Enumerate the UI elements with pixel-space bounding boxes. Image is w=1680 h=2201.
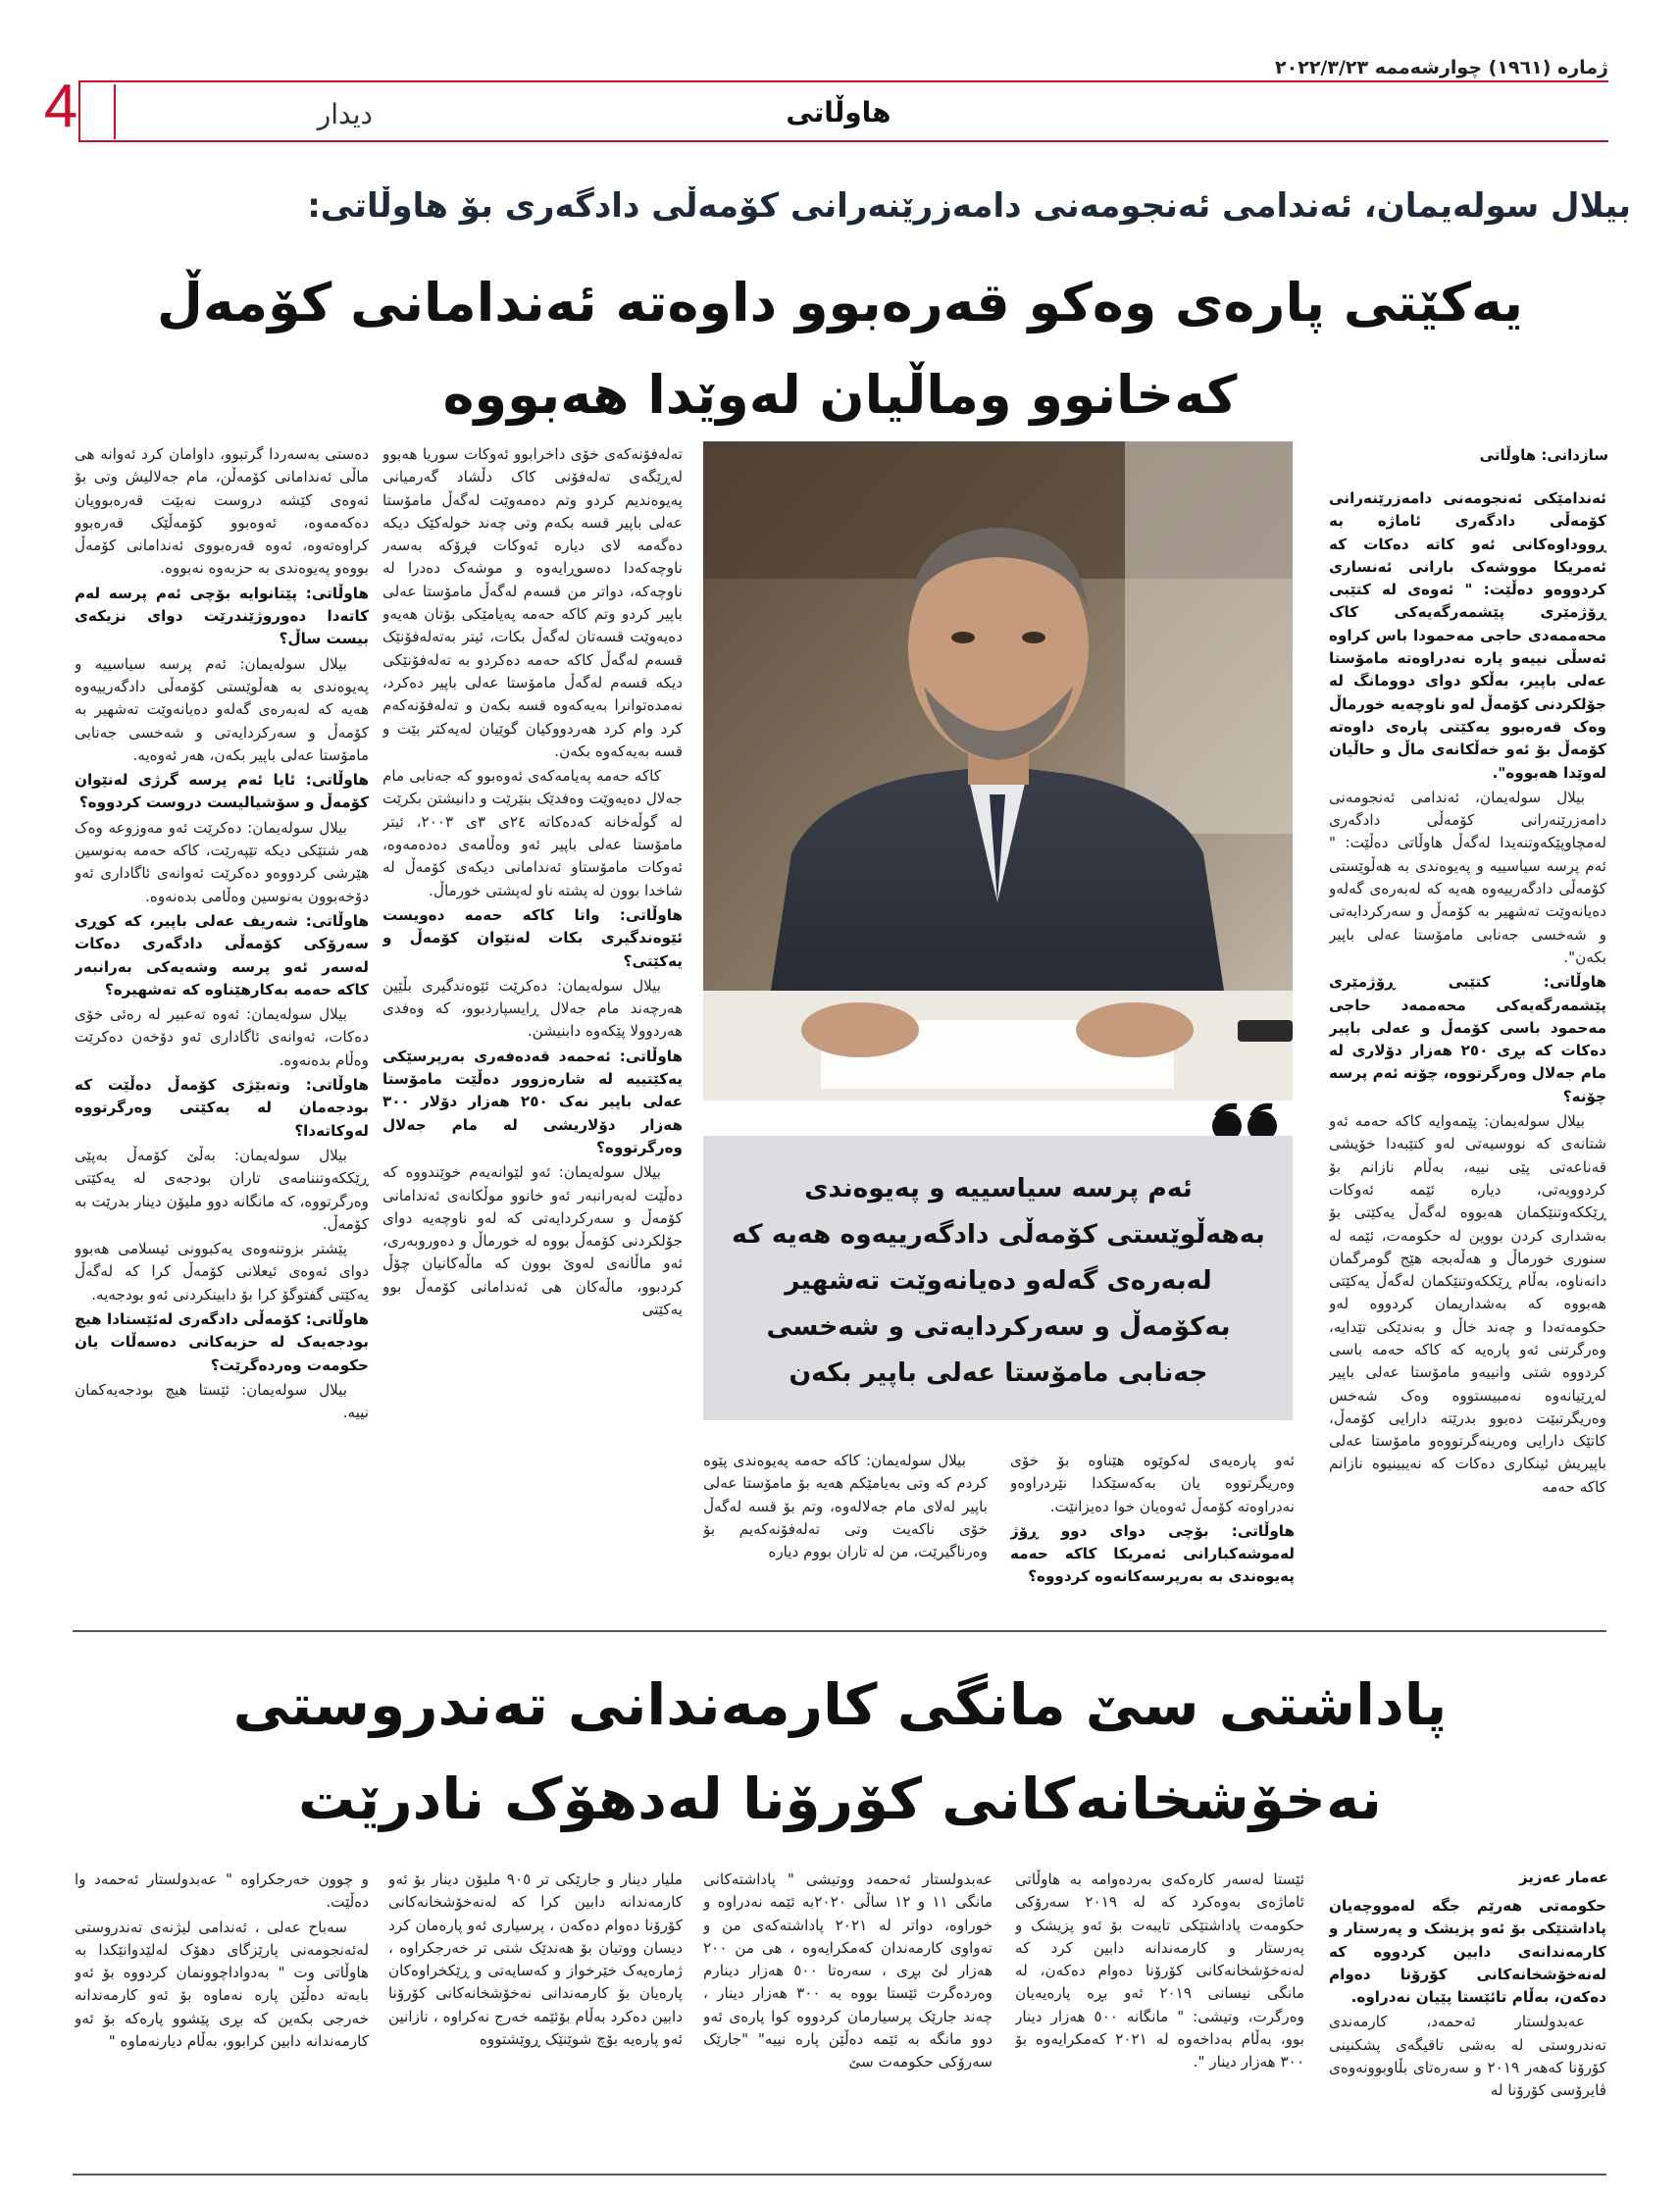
page-number: 4 <box>43 73 78 140</box>
answer: بیلال سولەیمان: کاکە حەمە پەیوەندی پێوە کردم کە وتی بەیامێکم هەیە بۆ مامۆستا عەلی باپیر لەلای مام جەلالەوە، وتم بۆ قسە لەگەڵ خۆی ناکەیت وتی تەلەفۆنەکەیم بۆ وەرناگیرێت، من لە تاران بووم دیارە <box>703 1452 988 1561</box>
page-number-separator <box>114 84 116 139</box>
article2-column-4 <box>388 1868 683 2168</box>
header-bottom-line <box>78 140 1608 142</box>
paragraph: پێشتر بزوتنەوەی یەکبوونی ئیسلامی هەبوو دوای ئەوەی ئیعلانی کۆمەڵ کرا کە لەگەڵ یەکێتی گفتوگۆ کرا بۆ دابینکردنی ئەو بودجەیە. <box>75 1240 369 1304</box>
paragraph: کاکە حەمە پەیامەکەی ئەوەبوو کە جەنابی مام جەلال دەیەوێت وەفدێک بنێرێت و دانیشتن بکرێت لە گوڵەخانە کەدەکاتە ٢٤ی ٣ی ٢٠٠٣، ئیتر مامۆستا عەلی باپیر ئەو وەڵامەی دەدەمەوە، ئەوکات مامۆستاو ئەندامانی دیکەی کۆمەڵ لە شاخدا بوون لە پشتە ناو لەپشتی خورماڵ. <box>382 767 683 899</box>
lead-paragraph: ئەندامێکی ئەنجومەنی دامەزرێنەرانی کۆمەڵی دادگەری ئاماژە بە ڕووداوەکانی ئەو کاتە دەکات کە ئەمریکا مووشەک بارانی ئەنسارى کردووەو دەڵێت: " ئەوەی لە کتێبی ڕۆژمێری پێشمەرگەیەکی کاک محەممەدی حاجی مەحمودا باس کراوە ئەسڵی نییەو پارە نەدراوەتە مامۆستا عەلی باپیر، بەڵکو دوای دووماﻧﮓ لە جۆلکردنی کۆمەڵ لەو ناوچەیە خورماڵ وەک قەرەبوو یەکێتی پارەی داوەتە کۆمەڵ بۆ ئەو خەڵکانەی ماڵ و حاڵیان لەوێدا هەبووە". <box>1329 489 1606 782</box>
question: هاوڵاتی: شەریف عەلی باپیر، کە کوڕی سەرۆکی کۆمەڵی دادگەری دەکات لەسەر ئەو پرسە وشەیەکی بەرانبەر کاکە حەمە بەکارهێناوە کە تەشهیرە؟ <box>75 911 369 998</box>
question: هاوڵاتی: بۆچی دوای دوو ڕۆژ لەموشەکبارانی ئەمریکا کاکە حەمە پەیوەندی بە بەرپرسەکانەوە کردووە؟ <box>1010 1521 1295 1586</box>
paragraph: ملیار دینار و جارێکی تر ٩٠٥ ملیۆن دینار بۆ ئەو کارمەندانە دابین کرا کە لەنەخۆشخانەکانی کۆرۆنا دەوام دەکەن ، پرسیاری ئەو پارەمان کرد دیسان ووتیان بۆ هەندێک شتی تر خەرجکراوە ، ژمارەیەک خێرخواز و کەسایەتی و ڕێکخراوەکان پارەیان بۆ کارمەندانی نەخۆشخانەکانی کۆرۆنا دابین دەکرد بەڵام بۆئێمە خەرج نەکراوە ، نازانین ئەو پارەیە بۆچ شوێنێک ڕوێشتووە <box>388 1870 683 2049</box>
article-column-3b <box>703 1450 988 1621</box>
pull-quote-text: ئەم پرسە سیاسییە و پەیوەندی بەهەڵوێستی کۆمەڵی دادگەرییەوە هەیە کە لەبەرەی گەلەو دەیانەوێت تەشهیر بەکۆمەڵ و سەرکردایەتی و شەخسی جەنابی مامۆستا عەلی باپیر بکەن <box>732 1173 1265 1388</box>
issue-info: ژمارە (١٩٦١) چوارشەممە ٢٠٢٢/٣/٢٣ <box>1275 57 1608 78</box>
question: هاوڵاتی: کۆمەڵی دادگەری لەئێستادا هیچ بودجەیەک لە حزبەکانی دەسەڵات یان حکومەت وەردەگرێت؟ <box>75 1309 369 1374</box>
answer: بیلال سولەیمان: ئەو لێوانەیەم خوێندووە کە دەڵێت لەبەرانبەر ئەو خانوو موڵکانەی ئەندامانی کۆمەڵ و سەرکردایەتی کە لەو ناوچەیە دوای جۆلکردنی کۆمەڵ بووە لە خورماڵ و دەوروبەری، ئەو ماڵانەی لەوێ بوون کە ماڵەکانیان چۆڵ کردبوو، ماڵەکان هی ئەندامانی کۆمەڵ بوو یەکێتی <box>382 1163 683 1318</box>
article-kicker: بیلال سولەیمان، ئەندامی ئەنجومەنی دامەزرێنەرانی کۆمەڵی دادگەری بۆ هاوڵاتی: <box>307 186 1631 226</box>
question: هاوڵاتی: ئایا ئەم پرسە گرژی لەنێوان کۆمەڵ و سۆشیالیست دروست کردووە؟ <box>75 771 369 812</box>
answer: بیلال سولەیمان: دەکرێت ئێوەندگیری بڵێین هەرچەند مام جەلال ڕایسپاردبوو، کە وەفدی هەردوولا پێکەوە دابنیشن. <box>382 976 683 1041</box>
article-byline: سازدانی: هاوڵاتی <box>1479 446 1608 464</box>
paragraph: بیلال سولەیمان، ئەندامی ئەنجومەنی دامەزرێنەرانی کۆمەڵی دادگەری لەمچاوپێکەوتنەیدا لەگەڵ هاوڵاتی دەڵێت: " ئەم پرسە سیاسییە و پەیوەندی بە هەڵوێستی کۆمەڵی دادگەرییەوە هەیە کە لەبەرەی گەلەو دەیانەوێت تەشهیر بە کۆمەڵ و سەرکردایەتی و شەخسی جەنابی مامۆستا عەلی باپیر بکەن". <box>1329 788 1606 966</box>
section-label: دیدار <box>317 98 373 130</box>
question: هاوڵاتی: ئەحمەد قەدەفەری بەرپرسێکی یەکێتییە لە شارەزوور دەڵێت مامۆستا عەلی باپیر نەک ٢٥٠ هەزار دۆلار ٣٠٠ هەزار دۆلاریشی لە مام جەلال وەرگرتووە؟ <box>382 1047 683 1156</box>
article-column-5 <box>75 443 369 1618</box>
article2-column-2 <box>1015 1868 1304 2168</box>
answer: بیلال سولەیمان: ئێستا هیچ بودجەیەکمان نییە. <box>75 1380 369 1422</box>
header-top-line <box>78 80 1608 82</box>
portrait-illustration <box>703 441 1293 1100</box>
lead-paragraph: حکومەتی هەرێم جگە لەمووچەیان پاداشتێکی بۆ ئەو پزیشک و پەرستار و کارمەندانەی دابین کردووە کە لەنەخۆشخانەکانی کۆرۆنا دەوام دەکەن، بەڵام تائێستا پێیان نەدراوە. <box>1329 1897 1606 2007</box>
newspaper-logo: هاوڵاتی <box>786 96 891 128</box>
article2-byline: عەمار عەزیز <box>1518 1868 1608 1886</box>
question: هاوڵاتی: وتەبێژی کۆمەڵ دەڵێت کە بودجەمان لە یەکێتی وەرگرتووە لەوکاتەدا؟ <box>75 1076 369 1140</box>
article-column-2b <box>1010 1450 1295 1621</box>
answer: بیلال سولەیمان: ئەم پرسە سیاسییە و پەیوەندی بە هەڵوێستی کۆمەڵی دادگەرییەوە هەیە کە لەبەرەی گەلەو دەیانەوێت تەشهیر بە کۆمەڵ و سەرکردایەتی و شەخسی جەنابی مامۆستا عەلی باپیر بکەن، هەر ئەوەیە. <box>75 654 369 764</box>
answer: بیلال سولەیمان: دەکرێت ئەو مەوزوعە وەک هەر شتێکی دیکە تێپەرێت، کاکە حەمە بەنوسین هێرشی کردووەو دەکرێت ئەوانەی ئاگاداری ئەو دۆخەبوون بەنوسین وەڵامی بدەنەوە. <box>75 818 369 905</box>
paragraph: ئەو پارەیەی لەکوێوە هێناوە بۆ خۆی وەریگرتووە یان بەکەسێکدا نێردراوەو نەدراوەتە کۆمەڵ ئەوەیان خوا دەیزانێت. <box>1010 1452 1295 1515</box>
article2-headline: پاداشتی سێ مانگی کارمەندانی تەندروستی نەخۆشخانەکانی کۆرۆنا لەدهۆک نادرێت <box>232 1671 1448 1832</box>
article-headline: یەکێتی پارەی وەکو قەرەبوو داوەتە ئەندامانی کۆمەڵ کەخانوو وماڵیان لەوێدا هەبووە <box>156 272 1524 426</box>
question: هاوڵاتی: پێتانوایە بۆچی ئەم پرسە لەم کاتەدا دەوروژێندرێت دوای نزیکەی بیست ساڵ؟ <box>75 584 369 648</box>
answer: بیلال سولەیمان: پێمەوایە کاکە حەمە ئەو شتانەی کە نووسیەتی لەو کتێبەدا خۆیشی قەناعەتی پێی نییە، بەڵام نازانم بۆ کردوویەتی، دیارە ئێمە ئەوکات ڕێککەوتنێکمان هەبووە لەگەڵ یەکێتی بۆ بەشداری کردن بووین لە حکومەت، ئێمە لە سنوری خورماڵ و هەڵەبجە هێج گومرگمان دانەناوە، بەڵام ڕێککەوتنێکمان لەگەڵ یەکێتی هەبووە کە بەشداریمان کردووە لەو حکومەتەدا و چەند خاڵ و بەندێکی تێدایە، وەرگرتنی ئەو پارەیە کە کاکە حەمە باسی کردووە شتی وانییەو مامۆستا عەلی باپیر لەڕێیانەوە نەمبیستووە وەک شەخس وەریگرتبێت دەبوو بدرێتە دارایی کۆمەڵ، کاتێک دارایی وەرینەگرتووەو مامۆستا عەلی باپیریش ئینکاری دەکات کە نەیبینیوە نازانم کاکە حەمە <box>1329 1112 1606 1496</box>
paragraph: دەستی بەسەردا گرتبوو، داوامان کرد ئەوانە هی ماڵی ئەندامانی کۆمەڵن، مام جەلالیش وتی بۆ ئەوەی کێشە دروست نەبێت قەرەبوویان دەکەمەوە، ئەوەبوو کۆمەڵێک قەرەبوو کراوەتەوە، ئەوە قەرەبووی ئەندامانی کۆمەڵ بووەو پەیوەندی بە حزبەوە نەبووە. <box>75 445 369 578</box>
article2-column-1 <box>1329 1895 1606 2170</box>
article-divider <box>73 1630 1606 1632</box>
question: هاوڵاتی: کتێبی ڕۆژمێری پێشمەرگەیەکی محەممەد حاجی مەحمود باسی کۆمەڵ و عەلی باپیر دەکات کە بڕی ٢٥٠ هەزار دۆلاری لە مام جەلال وەرگرتووە، چۆنە ئەم پرسە چۆنە؟ <box>1329 973 1606 1105</box>
paragraph: سەباح عەلی ، ئەندامی لیژنەی تەندروستی لەئەنجومەنی پارێزگای دهۆک لەلێدوانێکدا بە هاوڵاتی وت " بەدواداچوونمان کردووە بۆ ئەو بابەتە دەڵێن پارە نەماوە بۆ ئەو کارمەندانە خەرجی بکەین کە بڕی پێشوو پارەکە بۆ ئەو کارمەندانە دابین کرابوو، بەڵام دیارنەماوە " <box>75 1918 369 2051</box>
answer: بیلال سولەیمان: ئەوە تەعبیر لە رەئی خۆی دەکات، ئەوانەی ئاگاداری ئەو دۆخەن دەکرێت وەڵام بدەنەوە. <box>75 1005 369 1069</box>
page-bottom-rule <box>73 2174 1606 2175</box>
paragraph: و چوون خەرجکراوە " عەبدولستار ئەحمەد وا دەڵێت. <box>75 1870 369 1912</box>
paragraph: عەبدولستار ئەحمەد، کارمەندی تەندروستی لە بەشی تاقیگەی پشکنینی کۆرۆنا کەهەر ٢٠١٩ و سەرەتای بڵاوبوونەوەی ڤایرۆسی کۆرۆنا لە <box>1329 2013 1606 2100</box>
article-column-1 <box>1329 487 1606 1615</box>
answer: بیلال سولەیمان: بەڵێ کۆمەڵ بەپێی ڕێککەوتننامەی تاران بودجەی لە یەکێتی وەرگرتووە، کە مانگانە دوو ملیۆن دینار بدرێت بە کۆمەڵ. <box>75 1146 369 1233</box>
paragraph: ئێستا لەسەر کارەکەی بەردەوامە بە هاوڵاتی ئاماژەی بەوەکرد کە لە ٢٠١٩ سەرۆکی حکومەت پاداشتێکی تایبەت بۆ ئەو پزیشک و پەرستار و کارمەندانە دابین کرد کە لەنەخۆشخانەکانی کۆرۆنا دەوام دەکەن، لە مانگی نیسانی ٢٠١٩ ئەو بڕە پارەیەیان وەرگرت، وتیشی: " مانگانە ٥٠٠ هەزار دینار بوو، بەڵام بەداخەوە لە ٢٠٢١ کەمکرایەوە بۆ ٣٠٠ هەزار دینار ". <box>1015 1870 1304 2072</box>
paragraph: تەلەفۆنەکەی خۆی داخرابوو ئەوکات سوریا هەبوو لەڕێگەی تەلەفۆنی کاک دڵشاد گەرمیانی پەیوەندیم کردو وتم دەمەوێت لەگەڵ مامۆستا عەلی باپیر قسە بکەم وتی چەند خولەکێک دیکە دەگەمە لای دیارە ئەوکات فڕۆکە بەسەر ناوچەکەدا دەسوڕایەوە و موشەک دەدرا لە ناوچەکە، دواتر من قسەم لەگەڵ مامۆستا عەلی باپیر کردو وتم کاکە حەمە پەیامێکی بۆتان هەیەو دەیەوێت قسەتان لەگەڵ بکات، ئیتر بەتەلەفۆنێک قسەم لەگەڵ کاکە حەمە دەکردو بە تەلەفۆنێکی دیکە قسەم لەگەڵ مامۆستا عەلی باپیر دەکرد، نەمدەتوانرا بەیەکەوە قسە بکەن و تەلەفۆنەکەم کرد وام کرد هەردووکیان گوێیان لەیەکتر بێت و قسە بەیەکەوە بکەن. <box>382 445 683 760</box>
article-column-4 <box>382 443 683 1618</box>
paragraph: عەبدولستار ئەحمەد ووتیشی " پاداشتەکانی مانگی ١١ و ١٢ ساڵی ٢٠٢٠بە ئێمە نەدراوە و خوراوە، دواتر لە ٢٠٢١ پاداشتەکەی من و تەواوی کارمەندان کەمکرایەوە ، هی من ٢٠٠ هەزار لێ بڕی ، سەرەتا ٥٠٠ هەزار دینارم وەردەگرت ئێستا بووە بە ٣٠٠ هەزار دینار ، چەند جارێک پرسیارمان کردووە کوا پارەی ئەو دوو مانگە بە ئێمە دەڵێن پارە نییە" "جارێک سەرۆکی حکومەت سێ <box>703 1870 993 2072</box>
article2-column-3 <box>703 1868 993 2168</box>
interviewee-photo <box>703 441 1293 1100</box>
question: هاوڵاتی: واتا کاکە حەمە دەویست ئێوەندگیری بکات لەنێوان کۆمەڵ و یەکێتی؟ <box>382 905 683 970</box>
article2-column-5 <box>75 1868 369 2168</box>
